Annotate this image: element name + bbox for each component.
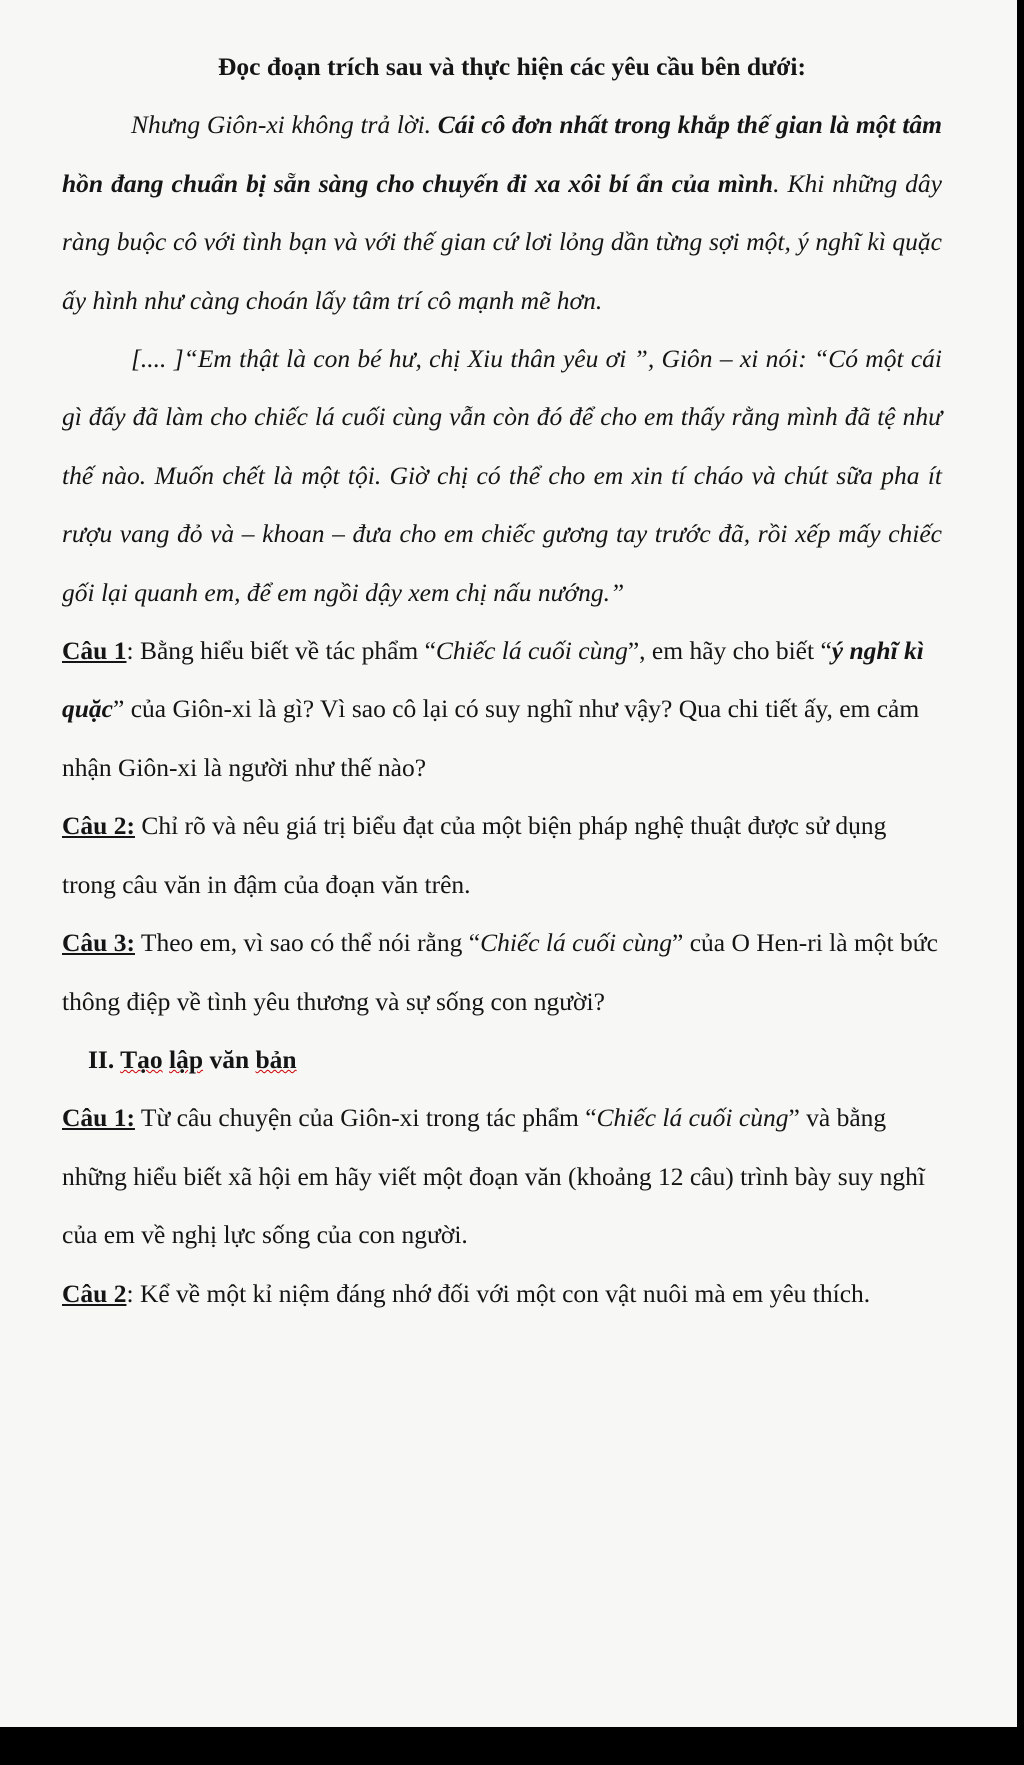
question-text: : Kể về một kỉ niệm đáng nhớ đối với một con vật nuôi mà em yêu thích. (126, 1278, 871, 1308)
question-text: Theo em, vì sao có thể nói rằng “ (134, 928, 481, 958)
document-content (62, 38, 942, 1323)
work-title: Chiếc lá cuối cùng (480, 928, 672, 958)
part2-question-1 (62, 1089, 942, 1264)
excerpt-paragraph-1 (62, 96, 942, 330)
excerpt-paragraph-2: [.... ]“Em thật là con bé hư, chị Xiu thân yêu ơi ”, Giôn – xi nói: “Có một cái gì đấy đã làm cho chiếc lá cuối cùng vẫn còn đó để cho em thấy rằng mình đã tệ như thế nào. Muốn chết là một tội. Giờ chị có thể cho em xin tí cháo và chút sữa pha ít rượu vang đỏ và – khoan – đưa cho em chiếc gương tay trước đã, rồi xếp mấy chiếc gối lại quanh em, để em ngồi dậy xem chị nấu nướng.” (62, 344, 942, 607)
section-title-word: lập (169, 1044, 204, 1074)
question-text: : Bằng hiểu biết về tác phẩm “ (126, 636, 436, 666)
question-text: ” của O Hen-ri là một bức thông điệp về tình yêu thương và sự sống con người? (62, 928, 938, 1016)
part2-question-2 (62, 1265, 942, 1323)
section-title-word: bản (255, 1044, 297, 1074)
question-label: Câu 1 (62, 636, 127, 666)
instruction-heading: Đọc đoạn trích sau và thực hiện các yêu cầu bên dưới: (217, 52, 807, 81)
section-number: II. (88, 1044, 121, 1074)
part1-question-2 (62, 797, 942, 914)
question-label: Câu 2: (62, 811, 135, 841)
quoted-phrase: ý nghĩ kì quặc (62, 636, 924, 724)
question-text: ” của Giôn-xi là gì? Vì sao cô lại có suy nghĩ như vậy? Qua chi tiết ấy, em cảm nhận Giôn-xi là người như thế nào? (62, 694, 920, 782)
section-title-word: văn (209, 1044, 250, 1074)
question-label: Câu 2 (62, 1278, 127, 1308)
work-title: Chiếc lá cuối cùng (435, 636, 628, 666)
section-title-word: Tạo (120, 1044, 163, 1074)
excerpt-bold-sentence: Cái cô đơn nhất trong khắp thế gian là một tâm hồn đang chuẩn bị sẵn sàng cho chuyến đi xa xôi bí ẩn của mình (62, 110, 942, 198)
screen-edge-right (1017, 0, 1024, 1765)
question-text: ”, em hãy cho biết “ (627, 636, 832, 666)
question-label: Câu 1: (62, 1103, 135, 1133)
screen-edge-bottom (0, 1727, 1024, 1765)
question-label: Câu 3: (62, 928, 135, 958)
part1-question-1 (62, 622, 942, 797)
section-title (62, 1031, 942, 1089)
part1-question-3 (62, 914, 942, 1031)
question-text: ” và bằng những hiểu biết xã hội em hãy viết một đoạn văn (khoảng 12 câu) trình bày suy nghĩ của em về nghị lực sống của con người. (62, 1103, 925, 1250)
question-text: Từ câu chuyện của Giôn-xi trong tác phẩm “ (134, 1103, 597, 1133)
excerpt-intro: Nhưng Giôn-xi không trả lời. (131, 110, 438, 140)
work-title: Chiếc lá cuối cùng (596, 1103, 789, 1133)
excerpt-rest: . Khi những dây ràng buộc cô với tình bạn và với thế gian cứ lơi lỏng dần từng sợi một, ý nghĩ kì quặc ấy hình như càng choán lấy tâm trí cô mạnh mẽ hơn. (62, 168, 942, 315)
question-text: Chỉ rõ và nêu giá trị biểu đạt của một biện pháp nghệ thuật được sử dụng trong câu văn in đậm của đoạn văn trên. (62, 811, 887, 899)
